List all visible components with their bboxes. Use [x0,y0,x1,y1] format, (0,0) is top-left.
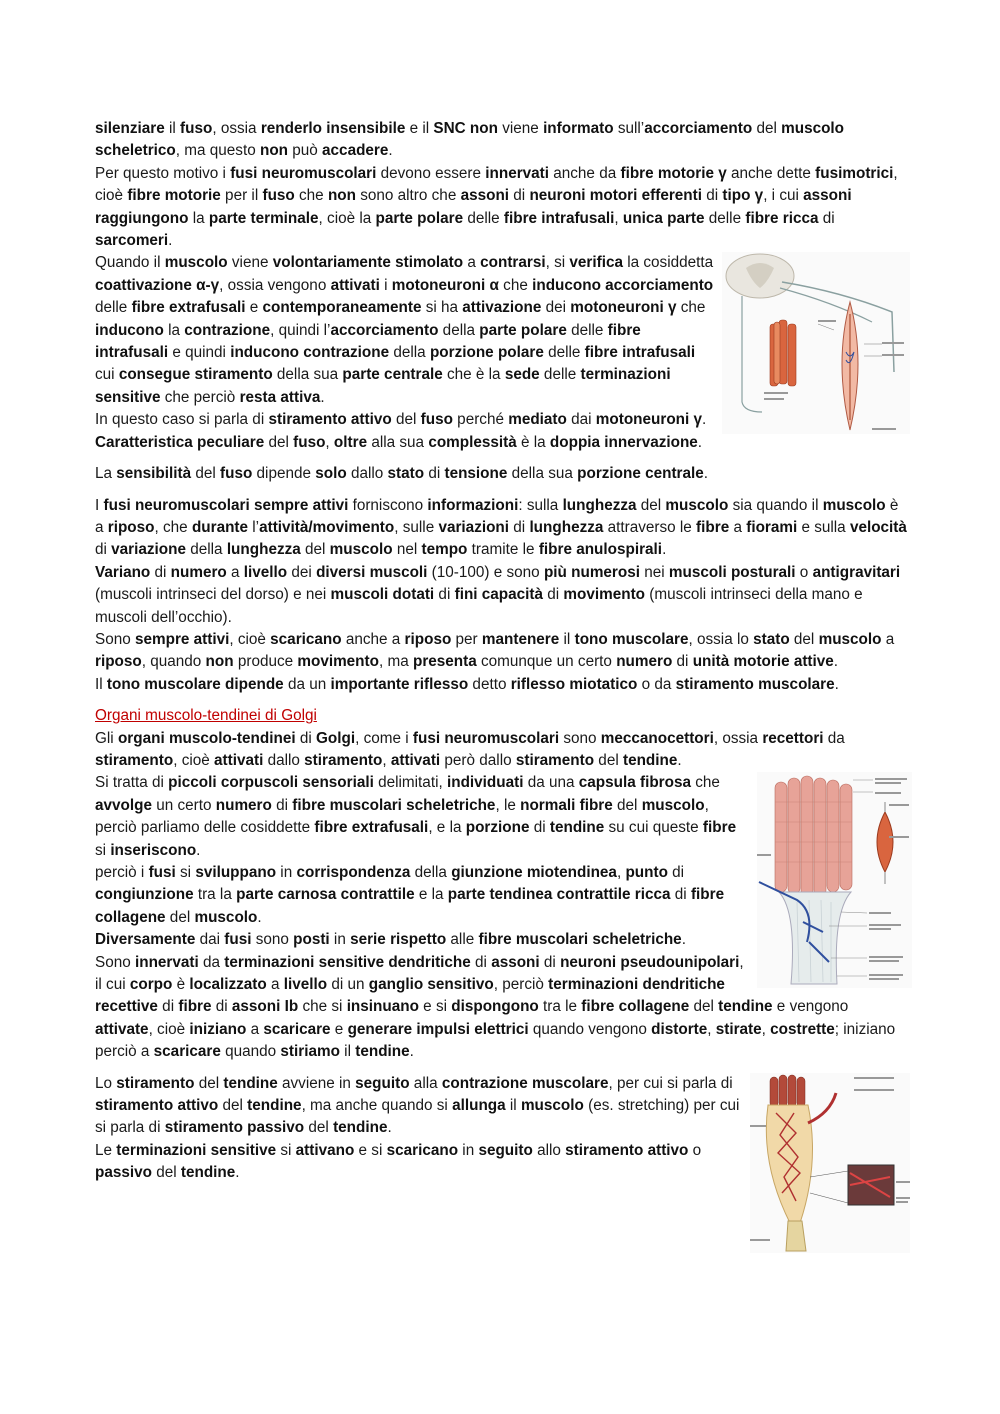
paragraph: Si tratta di piccoli corpuscoli sensoriali delimitati, individuati da una capsula fibrosa che avvolge un certo numero di fibre muscolari scheletriche, le normali fibre del muscolo, perciò parliamo delle cosiddette fibre extrafusali, e la porzione di tendine su cui queste fibre si inseriscono. [95,774,737,859]
paragraph: silenziare il fuso, ossia renderlo insensibile e il SNC non viene informato sull’accorciamento del muscolo scheletrico, ma questo non può accadere. [95,120,845,160]
tendon-organ-figure [750,1073,910,1253]
paragraph: Il tono muscolare dipende da un importante riflesso detto riflesso miotatico o da stiramento muscolare. [95,675,839,693]
paragraph: Per questo motivo i fusi neuromuscolari devono essere innervati anche da fibre motorie γ anche dette fusimotrici, cioè fibre motorie per il fuso che non sono altro che assoni di neuroni motori efferenti di tipo γ, i cui assoni raggiungono la parte terminale, cioè la parte polare delle fibre intrafusali, unica parte delle fibre ricca di sarcomeri. [95,164,898,250]
section-heading: Organi muscolo-tendinei di Golgi [95,707,317,725]
paragraph: I fusi neuromuscolari sempre attivi forniscono informazioni: sulla lunghezza del muscolo sia quando il muscolo è a riposo, che durante l’attività/movimento, sulle variazioni di lunghezza attraverso le fibre a fiorami e sulla velocità di variazione della lunghezza del muscolo nel tempo tramite le fibre anulospirali. [95,496,907,559]
document-page [95,118,910,1257]
paragraph: La sensibilità del fuso dipende solo dallo stato di tensione della sua porzione centrale. [95,465,709,483]
paragraph: Diversamente dai fusi sono posti in serie rispetto alle fibre muscolari scheletriche. [95,931,686,949]
paragraph: Le terminazioni sensitive si attivano e si scaricano in seguito allo stiramento attivo o passivo del tendine. [95,1141,702,1182]
muscle-spindle-figure [722,252,910,434]
paragraph: Sono sempre attivi, cioè scaricano anche a riposo per mantenere il tono muscolare, ossia lo stato del muscolo a riposo, quando non produce movimento, ma presenta comunque un certo numero di unità motorie attive. [95,630,895,671]
paragraph: Sono innervati da terminazioni sensitive dendritiche di assoni di neuroni pseudounipolari, il cui corpo è localizzato a livello di un ganglio sensitivo, perciò terminazioni dendritiche recettive di fibre di assoni Ib che si insinuano e si dispongono tra le fibre collagene del tendine e vengono attivate, cioè iniziano a scaricare e generare impulsi elettrici quando vengono distorte, stirate, costrette; iniziano perciò a scaricare quando stiriamo il tendine. [95,953,896,1061]
paragraph: Gli organi muscolo-tendinei di Golgi, come i fusi neuromuscolari sono meccanocettori, ossia recettori da stiramento, cioè attivati dallo stiramento, attivati però dallo stiramento del tendine. [95,729,845,769]
paragraph: Variano di numero a livello dei diversi muscoli (10-100) e sono più numerosi nei muscoli posturali o antigravitari (muscoli intrinseci del dorso) e nei muscoli dotati di fini capacità di movimento (muscoli intrinseci della mano e muscoli dell’occhio). [95,563,901,626]
paragraph: perciò i fusi si sviluppano in corrispondenza della giunzione miotendinea, punto di congiunzione tra la parte carnosa contrattile e la parte tendinea contrattile ricca di fibre collagene del muscolo. [95,864,725,926]
golgi-organ-figure [757,772,912,988]
paragraph: Caratteristica peculiare del fuso, oltre alla sua complessità è la doppia innervazione. [95,433,703,451]
paragraph: Quando il muscolo viene volontariamente stimolato a contrarsi, si verifica la cosiddetta coattivazione α-γ, ossia vengono attivati i motoneuroni α che inducono accorciamento delle fibre extrafusali e contemporaneamente si ha attivazione dei motoneuroni γ che inducono la contrazione, quindi l’accorciamento della parte polare delle fibre intrafusali e quindi inducono contrazione della porzione polare delle fibre intrafusali cui consegue stiramento della sua parte centrale che è la sede delle terminazioni sensitive che perciò resta attiva. [95,254,714,406]
paragraph: Lo stiramento del tendine avviene in seguito alla contrazione muscolare, per cui si parla di stiramento attivo del tendine, ma anche quando si allunga il muscolo (es. stretching) per cui si parla di stiramento passivo del tendine. [95,1074,740,1137]
paragraph: In questo caso si parla di stiramento attivo del fuso perché mediato dai motoneuroni γ. [95,411,707,429]
